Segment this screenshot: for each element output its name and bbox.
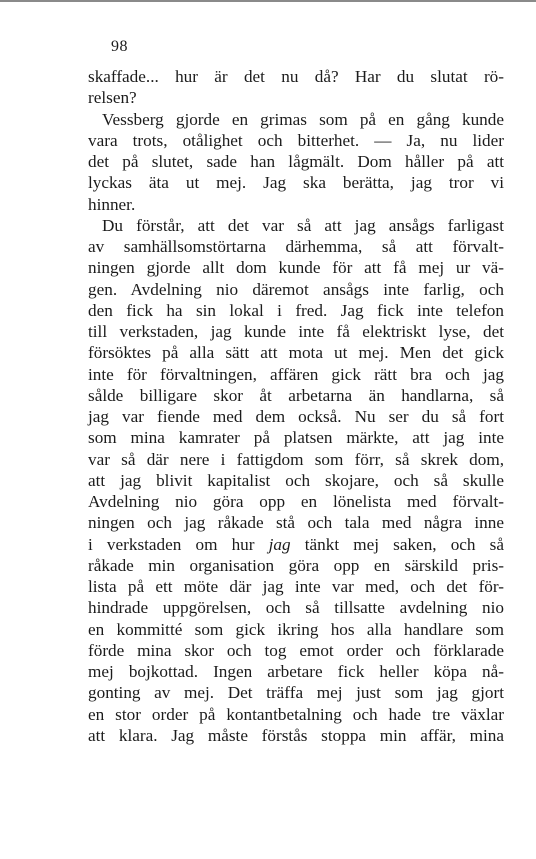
text-line: relsen? bbox=[88, 88, 137, 108]
text-line: Avdelning nio göra opp en lönelista med förvalt- bbox=[88, 492, 504, 511]
text-line: jag var fiende med dem också. Nu ser du så fort bbox=[88, 407, 504, 426]
emphasized-word: jag bbox=[268, 534, 291, 554]
text-line: lista på ett möte där jag inte var med, och det för- bbox=[88, 577, 504, 596]
text-line: försöktes på alla sätt att mota ut mej. Men det gick bbox=[88, 343, 504, 363]
text-line: gonting av mej. Det träffa mej just som jag gjort bbox=[88, 683, 504, 703]
text-line: en kommitté som gick ikring hos alla handlare som bbox=[88, 619, 504, 639]
text-line: inte för förvaltningen, affären gick rätt bra och jag bbox=[88, 364, 504, 384]
text-line: var så där nere i fattigdom som förr, så skrek dom, bbox=[88, 449, 504, 469]
text-line: lyckas äta ut mej. Jag ska berätta, jag tror vi bbox=[88, 173, 504, 193]
text-line: ningen och jag råkade stå och tala med några inne bbox=[88, 513, 504, 533]
text-line: till verkstaden, jag kunde inte få elektriskt lyse, det bbox=[88, 322, 504, 341]
body-text bbox=[88, 66, 504, 746]
text-line: Du förstår, att det var så att jag ansågs farligast bbox=[102, 215, 504, 235]
text-line: hinner. bbox=[88, 194, 136, 214]
text-line: den fick ha sin lokal i fred. Jag fick inte telefon bbox=[88, 300, 504, 320]
text-line: en stor order på kontantbetalning och hade tre växlar bbox=[88, 704, 504, 724]
text-line: skaffade... hur är det nu då? Har du slutat rö- bbox=[88, 67, 504, 86]
text-line: att klara. Jag måste förstås stoppa min affär, mina bbox=[88, 725, 504, 745]
text-segment: tänkt mej saken, och så bbox=[290, 534, 504, 554]
text-line: råkade min organisation göra opp en särskild pris- bbox=[88, 555, 504, 575]
text-line: gen. Avdelning nio däremot ansågs inte farlig, och bbox=[88, 279, 504, 299]
text-line: det på slutet, sade han lågmält. Dom håller på att bbox=[88, 152, 504, 171]
text-line: sålde billigare skor åt arbetarna än handlarna, så bbox=[88, 385, 504, 405]
text-line: av samhällsomstörtarna därhemma, så att förvalt- bbox=[88, 237, 504, 256]
top-rule bbox=[0, 0, 536, 2]
text-segment: i verkstaden om hur bbox=[88, 534, 269, 554]
text-line: Vessberg gjorde en grimas som på en gång kunde bbox=[102, 109, 504, 129]
text-line: vara trots, otålighet och bitterhet. — Ja, nu lider bbox=[88, 130, 504, 150]
text-line: att jag blivit kapitalist och skojare, och så skulle bbox=[88, 470, 504, 490]
text-line: ningen gjorde allt dom kunde för att få mej ur vä- bbox=[88, 258, 504, 278]
page-number: 98 bbox=[111, 38, 128, 55]
text-line: hindrade uppgörelsen, och så tillsatte avdelning nio bbox=[88, 598, 504, 618]
text-line: mej bojkottad. Ingen arbetare fick heller köpa nå- bbox=[88, 662, 504, 681]
text-line: som mina kamrater på platsen märkte, att jag inte bbox=[88, 428, 504, 448]
text-line-with-emphasis bbox=[88, 534, 504, 555]
text-line: förde mina skor och tog emot order och förklarade bbox=[88, 640, 504, 660]
